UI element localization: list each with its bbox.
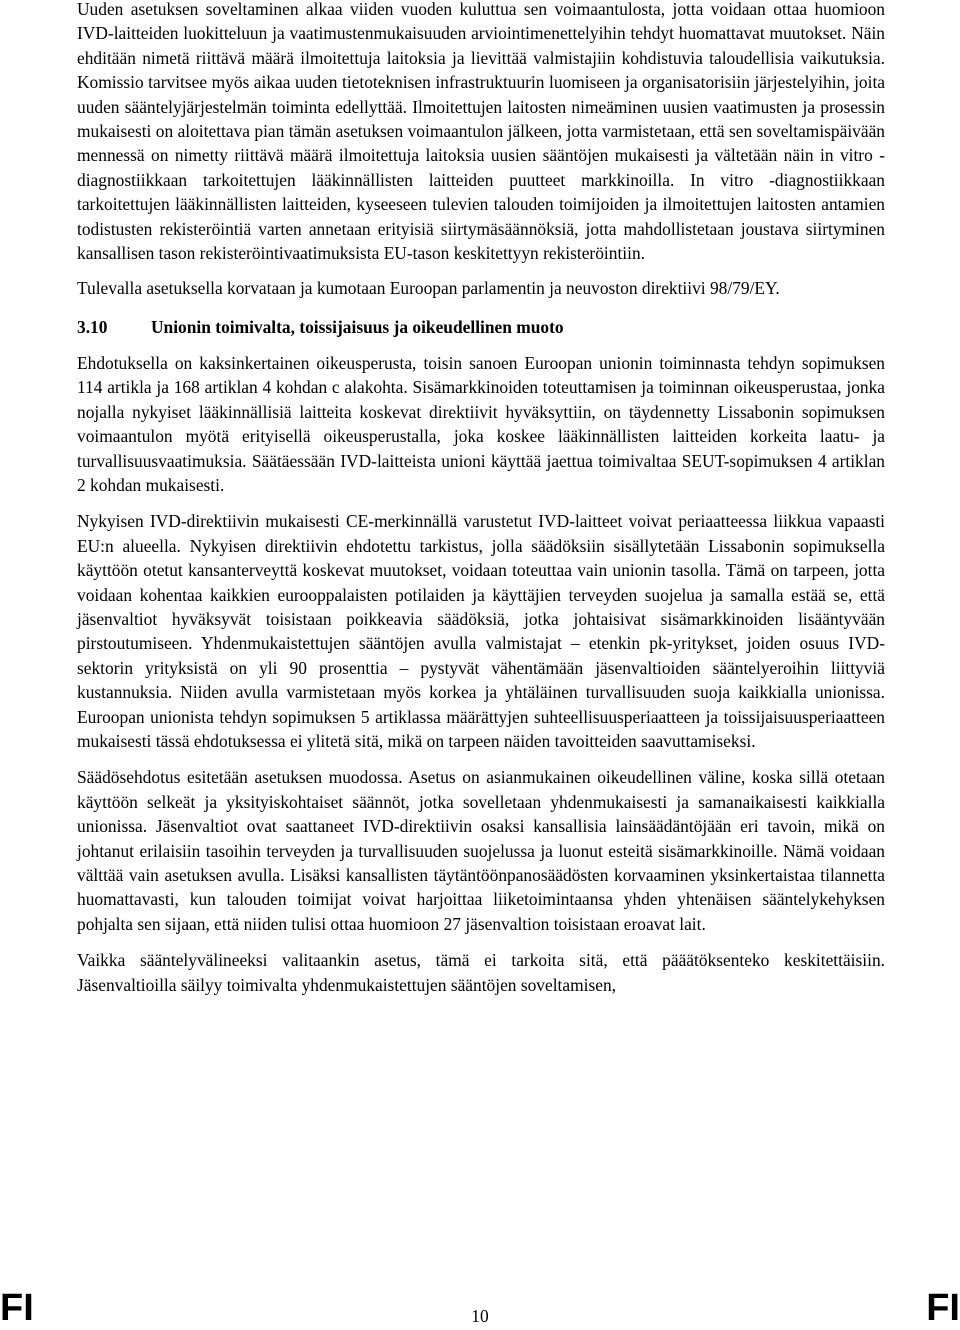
footer-language-left: FI	[0, 1287, 34, 1329]
section-title: Unionin toimivalta, toissijaisuus ja oikeudellinen muoto	[151, 316, 564, 337]
section-heading	[77, 315, 885, 339]
section-number: 3.10	[77, 316, 108, 337]
body-paragraph: Vaikka sääntelyvälineeksi valitaankin asetus, tämä ei tarkoita sitä, että pääätöksenteko keskitettäisiin. Jäsenvaltioilla säilyy toimivalta yhdenmukaistettujen sääntöjen soveltamisen,	[77, 950, 885, 995]
body-paragraph: Ehdotuksella on kaksinkertainen oikeusperusta, toisin sanoen Euroopan unionin toiminnasta tehdyn sopimuksen 114 artikla ja 168 artiklan 4 kohdan c alakohta. Sisämarkkinoiden toteuttamisen ja toiminnan oikeusperustaa, jonka nojalla nykyiset lääkinnällisiä laitteita koskevat direktiivit hyväksyttiin, on täydennetty Lissabonin sopimuksen voimaantulon myötä erityisellä oikeusperustalla, joka koskee lääkinnällisten laitteiden korkeita laatu- ja turvallisuusvaatimuksia. Säätäessään IVD-laitteista unioni käyttää jaettua toimivaltaa SEUT-sopimuksen 4 artiklan 2 kohdan mukaisesti.	[77, 352, 885, 495]
document-body	[77, 0, 885, 997]
body-paragraph: Nykyisen IVD-direktiivin mukaisesti CE-merkinnällä varustetut IVD-laitteet voivat periaatteessa liikkua vapaasti EU:n alueella. Nykyisen direktiivin ehdotettu tarkistus, jolla säädöksiin sisällytetään Lissabonin sopimuksella käyttöön otetut kansanterveyttä koskevat muutokset, voidaan toteuttaa vain unionin tasolla. Tämä on tarpeen, jotta voidaan kohentaa kaikkien eurooppalaisten potilaiden ja käyttäjien terveyden suojelua ja samalla estää se, että jäsenvaltiot hyväksyvät toisistaan poikkeavia säädöksiä, jotka johtaisivat sisämarkkinoiden lisääntyvään pirstoutumiseen. Yhdenmukaistettujen sääntöjen avulla valmistajat – etenkin pk-yritykset, joiden osuus IVD-sektorin yrityksistä on yli 90 prosenttia – pystyvät vähentämään jäsenvaltioiden sääntelyeroihin liittyviä kustannuksia. Niiden avulla varmistetaan myös korkea ja yhtäläinen turvallisuuden suoja kaikkialla unionissa. Euroopan unionista tehdyn sopimuksen 5 artiklassa määrättyjen suhteellisuusperiaatteen ja toissijaisuusperiaatteen mukaisesti tässä ehdotuksessa ei ylitetä sitä, mikä on tarpeen näiden tavoitteiden saavuttamiseksi.	[77, 511, 885, 751]
page-number: 10	[471, 1306, 489, 1326]
footer-language-right: FI	[926, 1287, 960, 1329]
body-paragraph: Uuden asetuksen soveltaminen alkaa viiden vuoden kuluttua sen voimaantulosta, jotta voidaan ottaa huomioon IVD-laitteiden luokitteluun ja vaatimustenmukaisuuden arviointimenettelyihin tehdyt huomattavat muutokset. Näin ehditään nimetä riittävä määrä ilmoitettuja laitoksia ja lievittää valmistajiin kohdistuvia taloudellisia vaikutuksia. Komissio tarvitsee myös aikaa uuden tietoteknisen infrastruktuurin luomiseen ja organisatorisiin järjestelyihin, joita uuden sääntelyjärjestelmän toiminta edellyttää. Ilmoitettujen laitosten nimeäminen uusien vaatimusten ja prosessin mukaisesti on aloitettava pian tämän asetuksen voimaantulon jälkeen, jotta varmistetaan, että sen soveltamispäivään mennessä on nimetty riittävä määrä ilmoitettuja laitoksia uusien sääntöjen mukaisesti ja vältetään näin in vitro -diagnostiikkaan tarkoitettujen lääkinnällisten laitteiden puutteet markkinoilla. In vitro -diagnostiikkaan tarkoitettujen lääkinnällisten laitteiden, kyseeseen tulevien talouden toimijoiden ja ilmoitettujen laitosten antamien todistusten rekisteröintiä varten annetaan erityisiä siirtymäsäännöksiä, jotta mahdollistetaan joustava siirtyminen kansallisen tason rekisteröintivaatimuksista EU-tason keskitettyyn rekisteröintiin.	[77, 0, 885, 264]
body-paragraph: Tulevalla asetuksella korvataan ja kumotaan Euroopan parlamentin ja neuvoston direktiivi 98/79/EY.	[77, 278, 780, 299]
body-paragraph: Säädösehdotus esitetään asetuksen muodossa. Asetus on asianmukainen oikeudellinen väline, koska sillä otetaan käyttöön selkeät ja yksityiskohtaiset säännöt, jotka sovelletaan yhdenmukaisesti ja samanaikaisesti kaikkialla unionissa. Jäsenvaltiot ovat saattaneet IVD-direktiivin osaksi kansallisia lainsäädäntöjään eri tavoin, mikä on johtanut erilaisiin tasoihin terveyden ja turvallisuuden suojelussa ja luonut esteitä sisämarkkinoille. Nämä voidaan välttää vain asetuksen avulla. Lisäksi kansallisten täytäntöönpanosäädösten korvaaminen yksinkertaistaa tilannetta huomattavasti, kun talouden toimijat voivat harjoittaa liiketoimintaansa yhden yhtenäisen sääntelykehyksen pohjalta sen sijaan, että niiden tulisi ottaa huomioon 27 jäsenvaltion toisistaan eroavat lait.	[77, 767, 885, 934]
